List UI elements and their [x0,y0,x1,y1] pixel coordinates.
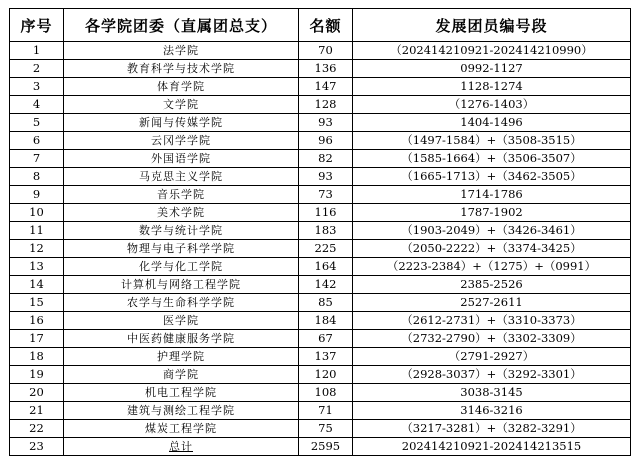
cell-index: 21 [10,402,64,420]
table-body [10,42,631,456]
cell-college: 美术学院 [64,204,299,222]
cell-index: 17 [10,330,64,348]
cell-number-range: （1903-2049）+（3426-3461） [353,222,631,240]
cell-number-range: （2928-3037）+（3292-3301） [353,366,631,384]
table-row [10,78,631,96]
cell-college: 新闻与传媒学院 [64,114,299,132]
cell-college: 数学与统计学院 [64,222,299,240]
table-row [10,258,631,276]
cell-quota: 137 [299,348,353,366]
cell-index: 14 [10,276,64,294]
cell-quota: 73 [299,186,353,204]
cell-number-range: （2791-2927） [353,348,631,366]
table-row [10,420,631,438]
cell-quota: 85 [299,294,353,312]
cell-index: 23 [10,438,64,456]
cell-number-range: 3038-3145 [353,384,631,402]
cell-index: 12 [10,240,64,258]
cell-index: 19 [10,366,64,384]
cell-index: 10 [10,204,64,222]
cell-college: 体育学院 [64,78,299,96]
table-row [10,60,631,78]
cell-college: 云冈学学院 [64,132,299,150]
cell-number-range: 1787-1902 [353,204,631,222]
cell-college: 机电工程学院 [64,384,299,402]
cell-quota: 164 [299,258,353,276]
header-number-range: 发展团员编号段 [353,9,631,42]
cell-quota: 93 [299,114,353,132]
cell-college: 马克思主义学院 [64,168,299,186]
cell-quota: 93 [299,168,353,186]
cell-index: 15 [10,294,64,312]
cell-quota: 75 [299,420,353,438]
cell-index: 11 [10,222,64,240]
cell-quota: 120 [299,366,353,384]
cell-number-range: （202414210921-202414210990） [353,42,631,60]
header-row [10,9,631,42]
cell-number-range: （3217-3281）+（3282-3291） [353,420,631,438]
cell-number-range: （1276-1403） [353,96,631,114]
cell-quota: 147 [299,78,353,96]
cell-index: 1 [10,42,64,60]
cell-college: 物理与电子科学学院 [64,240,299,258]
cell-number-range: 202414210921-202414213515 [353,438,631,456]
cell-number-range: 2527-2611 [353,294,631,312]
cell-quota: 136 [299,60,353,78]
cell-college: 总计 [64,438,299,456]
header-college: 各学院团委（直属团总支） [64,9,299,42]
cell-index: 22 [10,420,64,438]
header-index: 序号 [10,9,64,42]
cell-index: 13 [10,258,64,276]
cell-number-range: 2385-2526 [353,276,631,294]
cell-quota: 70 [299,42,353,60]
cell-index: 18 [10,348,64,366]
table-row [10,114,631,132]
cell-quota: 82 [299,150,353,168]
quota-table [9,8,631,456]
cell-number-range: （1665-1713）+（3462-3505） [353,168,631,186]
table-row [10,348,631,366]
cell-index: 9 [10,186,64,204]
cell-college: 护理学院 [64,348,299,366]
table-row [10,330,631,348]
table-row [10,186,631,204]
table-row [10,132,631,150]
cell-number-range: （2612-2731）+（3310-3373） [353,312,631,330]
cell-index: 3 [10,78,64,96]
cell-index: 8 [10,168,64,186]
table-row [10,96,631,114]
header-quota: 名额 [299,9,353,42]
cell-college: 外国语学院 [64,150,299,168]
cell-number-range: （2223-2384）+（1275）+（0991） [353,258,631,276]
cell-college: 音乐学院 [64,186,299,204]
table-row [10,294,631,312]
cell-quota: 71 [299,402,353,420]
cell-number-range: 3146-3216 [353,402,631,420]
cell-number-range: 1128-1274 [353,78,631,96]
cell-quota: 184 [299,312,353,330]
table-row [10,438,631,456]
cell-number-range: 1714-1786 [353,186,631,204]
table-header [10,9,631,42]
cell-quota: 116 [299,204,353,222]
cell-college: 建筑与测绘工程学院 [64,402,299,420]
cell-college: 计算机与网络工程学院 [64,276,299,294]
cell-quota: 2595 [299,438,353,456]
table-row [10,204,631,222]
table-row [10,168,631,186]
cell-index: 2 [10,60,64,78]
cell-index: 7 [10,150,64,168]
cell-college: 商学院 [64,366,299,384]
table-row [10,402,631,420]
table-row [10,276,631,294]
cell-index: 4 [10,96,64,114]
cell-number-range: 0992-1127 [353,60,631,78]
table-row [10,42,631,60]
cell-college: 法学院 [64,42,299,60]
table-row [10,240,631,258]
table-row [10,312,631,330]
cell-number-range: 1404-1496 [353,114,631,132]
cell-college: 中医药健康服务学院 [64,330,299,348]
cell-quota: 96 [299,132,353,150]
cell-quota: 128 [299,96,353,114]
table-row [10,366,631,384]
cell-quota: 108 [299,384,353,402]
cell-number-range: （1585-1664）+（3506-3507） [353,150,631,168]
table-row [10,222,631,240]
cell-index: 6 [10,132,64,150]
cell-number-range: （2050-2222）+（3374-3425） [353,240,631,258]
cell-college: 化学与化工学院 [64,258,299,276]
cell-college: 教育科学与技术学院 [64,60,299,78]
table-row [10,150,631,168]
cell-index: 16 [10,312,64,330]
quota-table-container [9,8,631,456]
cell-quota: 183 [299,222,353,240]
cell-college: 文学院 [64,96,299,114]
cell-college: 农学与生命科学学院 [64,294,299,312]
cell-index: 5 [10,114,64,132]
cell-college: 医学院 [64,312,299,330]
cell-number-range: （1497-1584）+（3508-3515） [353,132,631,150]
cell-quota: 225 [299,240,353,258]
table-row [10,384,631,402]
cell-quota: 67 [299,330,353,348]
cell-college: 煤炭工程学院 [64,420,299,438]
cell-index: 20 [10,384,64,402]
cell-number-range: （2732-2790）+（3302-3309） [353,330,631,348]
cell-quota: 142 [299,276,353,294]
